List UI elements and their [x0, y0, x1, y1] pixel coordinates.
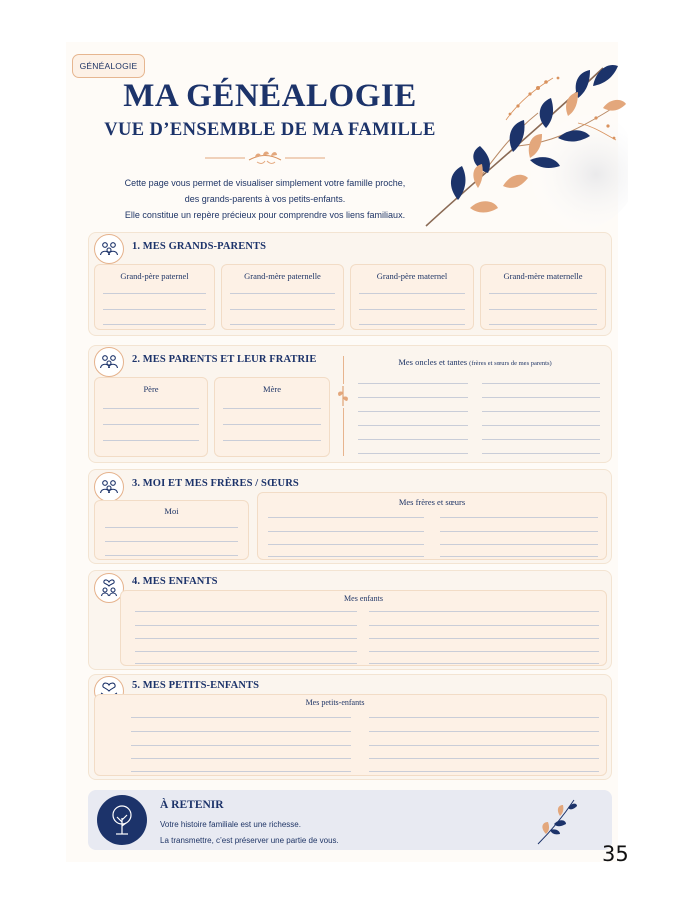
writing-line[interactable]: [482, 439, 600, 440]
siblings-box: [257, 492, 607, 560]
children-box: [120, 590, 607, 666]
leaf-sprig-icon: [335, 384, 351, 408]
writing-line[interactable]: [369, 731, 599, 732]
writing-line[interactable]: [230, 309, 335, 310]
page-number: 35: [602, 842, 629, 866]
leafy-branch-illustration: [418, 48, 628, 238]
intro-line: des grands-parents à vos petits-enfants.: [184, 194, 346, 204]
writing-line[interactable]: [103, 324, 206, 325]
writing-line[interactable]: [131, 717, 351, 718]
family-group-icon: [94, 234, 124, 264]
writing-line[interactable]: [105, 555, 238, 556]
writing-line[interactable]: [268, 517, 424, 518]
writing-line[interactable]: [482, 411, 600, 412]
writing-line[interactable]: [489, 309, 597, 310]
page-subtitle: VUE D’ENSEMBLE DE MA FAMILLE: [104, 120, 436, 140]
writing-line[interactable]: [359, 324, 465, 325]
writing-line[interactable]: [369, 745, 599, 746]
retain-line: Votre histoire familiale est une richesse.: [160, 820, 301, 829]
writing-line[interactable]: [135, 651, 357, 652]
retain-text: [160, 817, 339, 849]
writing-line[interactable]: [358, 453, 468, 454]
writing-line[interactable]: [230, 293, 335, 294]
uncles-label-note: (frères et sœurs de mes parents): [469, 360, 552, 367]
section-title: 2. MES PARENTS ET LEUR FRATRIE: [132, 354, 317, 365]
writing-line[interactable]: [489, 324, 597, 325]
writing-line[interactable]: [131, 771, 351, 772]
writing-line[interactable]: [440, 544, 598, 545]
writing-line[interactable]: [103, 293, 206, 294]
leaf-branch-icon: [530, 794, 580, 848]
writing-line[interactable]: [369, 717, 599, 718]
writing-line[interactable]: [369, 625, 599, 626]
intro-line: Elle constitue un repère précieux pour comprendre vos liens familiaux.: [124, 210, 406, 220]
retain-title: À RETENIR: [160, 799, 224, 811]
box-label: Père: [143, 384, 159, 394]
writing-line[interactable]: [135, 611, 357, 612]
writing-line[interactable]: [135, 638, 357, 639]
grandchildren-box: [94, 694, 607, 776]
writing-line[interactable]: [230, 324, 335, 325]
writing-line[interactable]: [369, 663, 599, 664]
writing-line[interactable]: [358, 411, 468, 412]
box-label: Grand-mère paternelle: [244, 271, 321, 281]
parent-box: [94, 377, 208, 457]
writing-line[interactable]: [268, 556, 424, 557]
writing-line[interactable]: [131, 745, 351, 746]
writing-line[interactable]: [223, 408, 321, 409]
writing-line[interactable]: [105, 527, 238, 528]
retain-line: La transmettre, c’est préserver une partie de vous.: [160, 836, 339, 845]
intro-line: Cette page vous permet de visualiser simplement votre famille proche,: [124, 178, 406, 188]
writing-line[interactable]: [369, 611, 599, 612]
parent-box: [214, 377, 330, 457]
writing-line[interactable]: [358, 439, 468, 440]
writing-line[interactable]: [369, 771, 599, 772]
writing-line[interactable]: [482, 397, 600, 398]
writing-line[interactable]: [131, 758, 351, 759]
box-label: Grand-père maternel: [376, 271, 448, 281]
writing-line[interactable]: [268, 544, 424, 545]
box-label: Mes frères et sœurs: [398, 497, 466, 507]
writing-line[interactable]: [103, 440, 199, 441]
writing-line[interactable]: [268, 531, 424, 532]
writing-line[interactable]: [482, 425, 600, 426]
writing-line[interactable]: [103, 309, 206, 310]
writing-line[interactable]: [223, 424, 321, 425]
box-label: Grand-père paternel: [120, 271, 189, 281]
box-label: Mes petits-enfants: [305, 698, 365, 707]
me-box: [94, 500, 249, 560]
section-title: 3. MOI ET MES FRÈRES / SŒURS: [132, 478, 299, 489]
writing-line[interactable]: [359, 293, 465, 294]
uncles-aunts-label: [350, 357, 600, 367]
section-title: 1. MES GRANDS-PARENTS: [132, 241, 267, 252]
writing-line[interactable]: [135, 663, 357, 664]
writing-line[interactable]: [131, 731, 351, 732]
box-label: Moi: [164, 506, 179, 516]
writing-line[interactable]: [223, 440, 321, 441]
page-title: MA GÉNÉALOGIE: [123, 78, 417, 114]
section-title: 5. MES PETITS-ENFANTS: [132, 680, 260, 691]
tree-icon: [97, 795, 147, 845]
writing-line[interactable]: [440, 517, 598, 518]
writing-line[interactable]: [358, 397, 468, 398]
box-label: Mes enfants: [344, 594, 383, 603]
grandparent-box: [94, 264, 215, 330]
writing-line[interactable]: [103, 424, 199, 425]
family-group-icon: [94, 347, 124, 377]
writing-line[interactable]: [482, 453, 600, 454]
writing-line[interactable]: [440, 531, 598, 532]
writing-line[interactable]: [103, 408, 199, 409]
family-group-icon: [94, 472, 124, 502]
section-title: 4. MES ENFANTS: [132, 576, 218, 587]
writing-line[interactable]: [440, 556, 598, 557]
intro-text: [100, 175, 430, 223]
writing-line[interactable]: [359, 309, 465, 310]
writing-line[interactable]: [105, 541, 238, 542]
writing-line[interactable]: [489, 293, 597, 294]
title-ornament: [205, 150, 325, 166]
writing-line[interactable]: [369, 758, 599, 759]
grandparent-box: [350, 264, 474, 330]
box-label: Mère: [263, 384, 281, 394]
category-tag: GÉNÉALOGIE: [72, 54, 145, 78]
writing-line[interactable]: [135, 625, 357, 626]
writing-line[interactable]: [358, 425, 468, 426]
writing-line[interactable]: [369, 638, 599, 639]
grandparent-box: [221, 264, 344, 330]
box-label: Grand-mère maternelle: [503, 271, 583, 281]
writing-line[interactable]: [482, 383, 600, 384]
writing-line[interactable]: [358, 383, 468, 384]
uncles-label-text: Mes oncles et tantes: [398, 357, 468, 367]
writing-line[interactable]: [369, 651, 599, 652]
grandparent-box: [480, 264, 606, 330]
